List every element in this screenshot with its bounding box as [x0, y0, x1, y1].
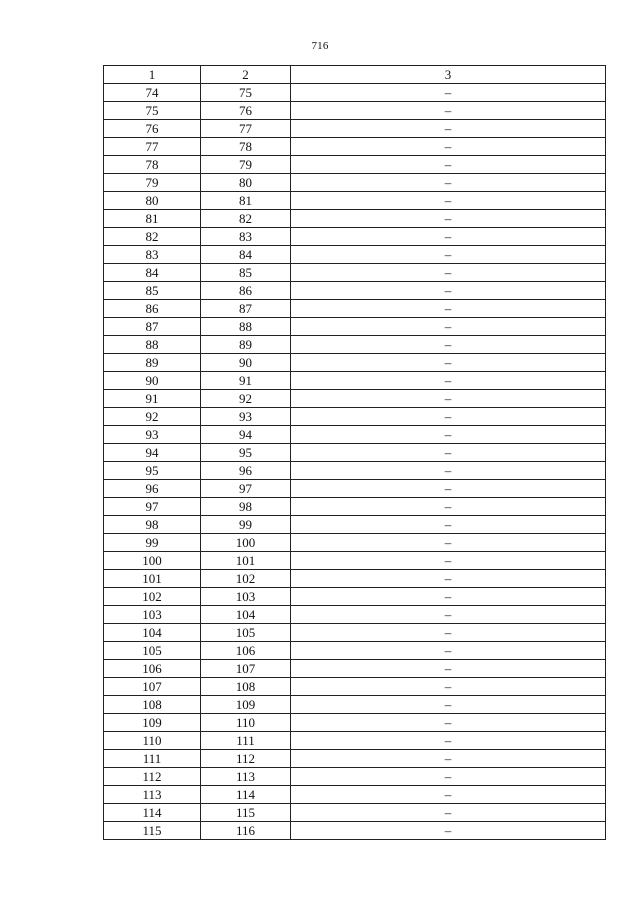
- table-cell-col-2: 87: [201, 300, 291, 318]
- table-cell-col-1: 106: [104, 660, 201, 678]
- table-cell-col-1: 99: [104, 534, 201, 552]
- table-cell-col-1: 80: [104, 192, 201, 210]
- table-cell-col-3: –: [291, 102, 606, 120]
- table-row: [104, 174, 606, 192]
- table-row: [104, 534, 606, 552]
- table-cell-col-2: 92: [201, 390, 291, 408]
- table-cell-col-2: 112: [201, 750, 291, 768]
- table-cell-col-3: –: [291, 786, 606, 804]
- table-row: [104, 300, 606, 318]
- table-cell-col-3: –: [291, 570, 606, 588]
- table-cell-col-1: 83: [104, 246, 201, 264]
- table-cell-col-1: 109: [104, 714, 201, 732]
- table-cell-col-3: –: [291, 768, 606, 786]
- table-cell-col-2: 85: [201, 264, 291, 282]
- table-cell-col-1: 111: [104, 750, 201, 768]
- table-cell-col-3: –: [291, 696, 606, 714]
- table-row: [104, 588, 606, 606]
- table-cell-col-2: 86: [201, 282, 291, 300]
- table-cell-col-2: 82: [201, 210, 291, 228]
- table-cell-col-3: –: [291, 444, 606, 462]
- table-cell-col-3: –: [291, 372, 606, 390]
- table-cell-col-3: –: [291, 822, 606, 840]
- table-row: [104, 624, 606, 642]
- table-cell-col-3: –: [291, 210, 606, 228]
- table-row: [104, 390, 606, 408]
- table-cell-col-1: 102: [104, 588, 201, 606]
- table-cell-col-3: –: [291, 534, 606, 552]
- table-cell-col-1: 75: [104, 102, 201, 120]
- table-cell-col-2: 83: [201, 228, 291, 246]
- table-cell-col-1: 104: [104, 624, 201, 642]
- table-cell-col-1: 88: [104, 336, 201, 354]
- table-cell-col-2: 101: [201, 552, 291, 570]
- table-row: [104, 408, 606, 426]
- column-header-2: 2: [201, 66, 291, 84]
- table-cell-col-3: –: [291, 174, 606, 192]
- table-cell-col-1: 94: [104, 444, 201, 462]
- table-cell-col-1: 92: [104, 408, 201, 426]
- table-row: [104, 732, 606, 750]
- table-row: [104, 804, 606, 822]
- table-row: [104, 516, 606, 534]
- table-row: [104, 102, 606, 120]
- table-cell-col-3: –: [291, 732, 606, 750]
- table-cell-col-3: –: [291, 300, 606, 318]
- table-cell-col-2: 81: [201, 192, 291, 210]
- table-row: [104, 480, 606, 498]
- table-cell-col-1: 86: [104, 300, 201, 318]
- table-cell-col-1: 113: [104, 786, 201, 804]
- table-cell-col-1: 89: [104, 354, 201, 372]
- table-cell-col-3: –: [291, 714, 606, 732]
- table-cell-col-3: –: [291, 642, 606, 660]
- table-cell-col-1: 81: [104, 210, 201, 228]
- table-cell-col-1: 93: [104, 426, 201, 444]
- table-row: [104, 336, 606, 354]
- table-cell-col-3: –: [291, 750, 606, 768]
- table-cell-col-1: 74: [104, 84, 201, 102]
- table-row: [104, 372, 606, 390]
- table-cell-col-1: 107: [104, 678, 201, 696]
- table-row: [104, 768, 606, 786]
- table-cell-col-3: –: [291, 426, 606, 444]
- table-cell-col-3: –: [291, 660, 606, 678]
- table-cell-col-2: 96: [201, 462, 291, 480]
- table-cell-col-1: 115: [104, 822, 201, 840]
- table-cell-col-3: –: [291, 246, 606, 264]
- table-cell-col-2: 107: [201, 660, 291, 678]
- table-cell-col-2: 76: [201, 102, 291, 120]
- table-cell-col-2: 105: [201, 624, 291, 642]
- table-cell-col-3: –: [291, 390, 606, 408]
- table-cell-col-2: 97: [201, 480, 291, 498]
- table-row: [104, 264, 606, 282]
- table-cell-col-1: 85: [104, 282, 201, 300]
- table-row: [104, 282, 606, 300]
- table-cell-col-3: –: [291, 588, 606, 606]
- table-cell-col-1: 97: [104, 498, 201, 516]
- table-cell-col-2: 91: [201, 372, 291, 390]
- data-table: [103, 65, 606, 840]
- table-cell-col-1: 112: [104, 768, 201, 786]
- table-cell-col-3: –: [291, 408, 606, 426]
- table-cell-col-1: 79: [104, 174, 201, 192]
- column-header-1: 1: [104, 66, 201, 84]
- table-row: [104, 84, 606, 102]
- table-row: [104, 138, 606, 156]
- table-row: [104, 606, 606, 624]
- table-cell-col-3: –: [291, 264, 606, 282]
- table-cell-col-2: 108: [201, 678, 291, 696]
- table-cell-col-2: 94: [201, 426, 291, 444]
- table-row: [104, 750, 606, 768]
- table-cell-col-3: –: [291, 678, 606, 696]
- table-cell-col-3: –: [291, 354, 606, 372]
- table-cell-col-2: 84: [201, 246, 291, 264]
- table-row: [104, 642, 606, 660]
- table-row: [104, 786, 606, 804]
- table-row: [104, 570, 606, 588]
- table-cell-col-2: 103: [201, 588, 291, 606]
- table-row: [104, 156, 606, 174]
- page-number: 716: [311, 40, 329, 52]
- table-cell-col-1: 78: [104, 156, 201, 174]
- table-cell-col-2: 116: [201, 822, 291, 840]
- table-row: [104, 552, 606, 570]
- table-cell-col-2: 114: [201, 786, 291, 804]
- table-cell-col-2: 100: [201, 534, 291, 552]
- table-cell-col-1: 100: [104, 552, 201, 570]
- table-row: [104, 246, 606, 264]
- table-cell-col-3: –: [291, 84, 606, 102]
- table-cell-col-3: –: [291, 462, 606, 480]
- table-cell-col-2: 79: [201, 156, 291, 174]
- table-cell-col-2: 110: [201, 714, 291, 732]
- table-cell-col-1: 91: [104, 390, 201, 408]
- table-cell-col-2: 75: [201, 84, 291, 102]
- table-cell-col-2: 109: [201, 696, 291, 714]
- table-cell-col-2: 104: [201, 606, 291, 624]
- table-cell-col-3: –: [291, 552, 606, 570]
- table-row: [104, 678, 606, 696]
- table-cell-col-3: –: [291, 606, 606, 624]
- table-cell-col-2: 90: [201, 354, 291, 372]
- table-cell-col-3: –: [291, 498, 606, 516]
- table-cell-col-2: 89: [201, 336, 291, 354]
- table-cell-col-3: –: [291, 318, 606, 336]
- table-row: [104, 354, 606, 372]
- table-cell-col-3: –: [291, 804, 606, 822]
- table-cell-col-1: 87: [104, 318, 201, 336]
- table-cell-col-1: 95: [104, 462, 201, 480]
- table-body: [104, 84, 606, 840]
- table-cell-col-2: 88: [201, 318, 291, 336]
- table-cell-col-2: 93: [201, 408, 291, 426]
- table-cell-col-1: 105: [104, 642, 201, 660]
- table-row: [104, 822, 606, 840]
- table-cell-col-2: 95: [201, 444, 291, 462]
- table-cell-col-1: 108: [104, 696, 201, 714]
- table-cell-col-3: –: [291, 120, 606, 138]
- table-cell-col-3: –: [291, 282, 606, 300]
- table-row: [104, 444, 606, 462]
- table-row: [104, 462, 606, 480]
- table-row: [104, 120, 606, 138]
- table-cell-col-1: 101: [104, 570, 201, 588]
- table-cell-col-2: 77: [201, 120, 291, 138]
- table-row: [104, 192, 606, 210]
- table-cell-col-3: –: [291, 138, 606, 156]
- table-cell-col-2: 113: [201, 768, 291, 786]
- table-cell-col-2: 111: [201, 732, 291, 750]
- table-row: [104, 498, 606, 516]
- table-cell-col-3: –: [291, 192, 606, 210]
- table-cell-col-1: 82: [104, 228, 201, 246]
- table-cell-col-3: –: [291, 228, 606, 246]
- table-cell-col-2: 102: [201, 570, 291, 588]
- table-cell-col-1: 98: [104, 516, 201, 534]
- table-cell-col-3: –: [291, 624, 606, 642]
- table-cell-col-2: 115: [201, 804, 291, 822]
- table-row: [104, 696, 606, 714]
- table-cell-col-2: 80: [201, 174, 291, 192]
- data-table-container: [103, 65, 605, 840]
- table-cell-col-3: –: [291, 336, 606, 354]
- header-row: [104, 66, 606, 84]
- table-cell-col-1: 96: [104, 480, 201, 498]
- table-header: [104, 66, 606, 84]
- table-row: [104, 318, 606, 336]
- table-row: [104, 426, 606, 444]
- column-header-3: 3: [291, 66, 606, 84]
- table-cell-col-1: 76: [104, 120, 201, 138]
- table-cell-col-3: –: [291, 156, 606, 174]
- table-cell-col-1: 77: [104, 138, 201, 156]
- table-cell-col-1: 103: [104, 606, 201, 624]
- table-row: [104, 228, 606, 246]
- table-cell-col-1: 114: [104, 804, 201, 822]
- table-cell-col-3: –: [291, 516, 606, 534]
- table-row: [104, 210, 606, 228]
- table-cell-col-1: 110: [104, 732, 201, 750]
- table-cell-col-2: 98: [201, 498, 291, 516]
- table-cell-col-2: 99: [201, 516, 291, 534]
- table-cell-col-2: 106: [201, 642, 291, 660]
- table-cell-col-2: 78: [201, 138, 291, 156]
- table-cell-col-1: 84: [104, 264, 201, 282]
- table-row: [104, 714, 606, 732]
- table-cell-col-3: –: [291, 480, 606, 498]
- table-cell-col-1: 90: [104, 372, 201, 390]
- table-row: [104, 660, 606, 678]
